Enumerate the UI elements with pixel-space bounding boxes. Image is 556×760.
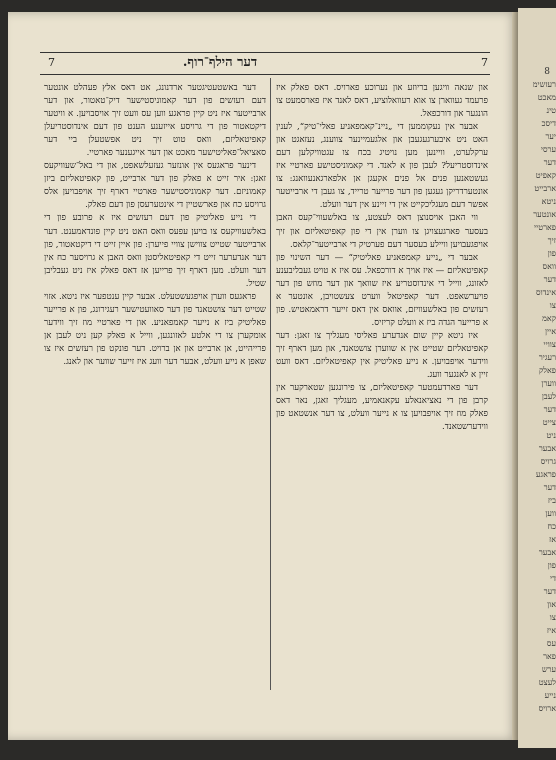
right-page-fragment-line: צייט <box>542 418 556 427</box>
right-page-number: 8 <box>544 67 550 77</box>
right-page-fragment-line: ביז <box>547 496 556 505</box>
page-header <box>40 56 490 76</box>
right-page-fragment-line: צוויי <box>543 340 556 349</box>
right-page-fragment-line: פאר <box>543 652 556 661</box>
right-page-fragment-line: אז <box>548 535 556 544</box>
right-page-fragment-line: יער <box>545 132 556 141</box>
left-paragraph: פראגעס ווערן אויפגעשטעלט. אבער קיין ענטפער איז ניטא. אזוי שטייט דער צושטאנד פון דער סאוועטישער רעגירונג, פון א פרייער פאליטיק ביז א נייער קאמפאניע. און די פארטיי מוז זיך ווידער אומקערן צו די אלטע לאזונגען, ווייל א פאלק קען ניט לעבן אן פרייהייט, אן ארבייט און אן ברויט. דער פונקט פון רעזשים איז צו שאפן א נייע וועלט, אבער דער וועג איז זייער שווער און לאנג. <box>44 291 266 367</box>
right-page-fragment-line: פון <box>547 249 556 258</box>
right-page-fragment-line: טינ <box>546 106 556 115</box>
right-page-fragment-line: דיסכ <box>541 119 556 128</box>
right-page-fragment-line: ניט <box>546 431 556 440</box>
right-page-fragment-line: ארויס <box>538 704 556 713</box>
left-paragraph: די נייע פאליטיק פון דעם רעזשים איז א פרובע פון די באלשעוויקעס צו בויען עפעס וואס האט ניט קיין פונדאמענט. דער ארבייטער שטייט צווישן צוויי פייערן: פון איין זייט די דיקטאטור, פון דער אנדערער זייט די קאפיטאליסטן וואס האבן א גרויסער כח אין דער וועלט. מען דארף זיך פרייען אז דאס פאלק איז ניט געבליבן שטיל. <box>44 213 266 289</box>
right-page-fragment-line: כח <box>547 522 556 531</box>
right-page-fragment-line: אינדוס <box>536 288 556 297</box>
right-page-fragment-line: איין <box>544 327 556 336</box>
right-page-fragment-line: און <box>547 600 556 609</box>
right-paragraph: דער פארדעמטער קאפיטאליזם, צו פירונגען שטארקער אין קרבן פון די נאציאנאלע עקאנאמיע, מעגליך זאגן, נאר דאס פאלק מוז זיך אויפבויען צו א נייער וועלט, צו דער אנשטאט פון ווידערשטאנד. <box>276 383 488 433</box>
right-paragraph: אבער די „נייע קאמפאניע פאליטיק“ — דער השינוי פון קאפיטאליזם — איז אויך א דורכפאל. עס איז א טויט געבליבענע לאזונג, ווייל די אינדוסטריע איז שוואך און דער מוזש פון דער פויערשאפט. דער קאפיטאל ווערט צעשטויבן, אונטער א רעזשים פון באלשעוויזם, אוואס אין דאס זייער דראמאטיש. פון א פרייער הגדה ביז א וועלט קריזיס. <box>276 252 488 328</box>
page-number-left: 7 <box>48 56 55 69</box>
right-page-edge <box>518 8 556 748</box>
right-paragraph: איז ניטא קיין שום אנדערע פאליסי מעגליך צו זאגן: דער קאפיטאליזם שטייט אין א שווערן צושטאנד, און מען דארף זיך ווידער אויפבויען. א נייע פאליטיק אין קאפיטאליזם. דאס וועט זיין א לאנגער וועג. <box>276 330 488 381</box>
right-page-fragment-line: דער <box>543 587 556 596</box>
header-rule-top <box>40 52 490 53</box>
right-page-fragment-line: ניטא <box>541 197 556 206</box>
right-page-fragment-line: פראגע <box>535 470 556 479</box>
column-divider <box>270 78 271 690</box>
right-page-fragment-line: ווען <box>545 509 556 518</box>
right-page-fragment-line: צו <box>549 613 556 622</box>
right-page-fragment-line: פון <box>547 561 556 570</box>
right-paragraph: און שנאה וויגען בריוזע און נערוכע פארויס. דאס פאלק איז פרעמד געווארן צו אוא רעוואלוציע, דאס לאנד איז פארסמעט צו הונגער און דורכפאל. <box>276 83 488 120</box>
right-page-fragment-line: וואס <box>542 262 556 271</box>
right-page-fragment-line: די <box>550 574 556 583</box>
right-page-fragment-line: ווערן <box>541 379 556 388</box>
page-number-right: 7 <box>481 56 488 69</box>
left-column <box>44 82 266 694</box>
right-page-fragment-line: דער <box>543 405 556 414</box>
right-page-fragment-line: דער <box>543 158 556 167</box>
right-page-fragment-line: ארבייט <box>534 184 556 193</box>
right-page-fragment-line: רעזשימ <box>532 80 556 89</box>
right-page-fragment-line: עס <box>546 639 556 648</box>
right-page-fragment-line: איז <box>546 626 556 635</box>
right-column <box>276 82 488 694</box>
right-page-fragment-line: ערש <box>541 665 556 674</box>
right-page-fragment-line: אבער <box>538 444 556 453</box>
right-page-fragment-line: אבער <box>538 548 556 557</box>
right-page-fragment-line: גרויס <box>540 457 556 466</box>
right-page-fragment-line: לעבן <box>541 392 556 401</box>
right-page-fragment-line: קאמ <box>542 314 556 323</box>
right-page-fragment-line: נייע <box>544 691 556 700</box>
right-page-fragment-line: צו <box>549 301 556 310</box>
left-paragraph: דער באשטעטיגטער ארדנונג, אט דאס אלץ פעהלט אונטער דעם רעזשים פון דער קאמוניסטישער דיק־טאטור, און דער ארבייטער איז ניט קיין פראגע ווען עס וועט זיך אויסבויען. א וויטער דיקטאטור פון די גרויסע אייזענע הענט פון דעם אינדוסטריעלן קאפיטאליזם, וואס טוט זיך ניט אפשטעלן ביי דער סאציאל־פאליטישער מאכט און דער אייגענער פארטיי. <box>44 83 266 159</box>
right-page-fragment-text <box>522 67 556 715</box>
right-page-fragment-line: פארטיי <box>534 223 556 232</box>
right-paragraph: ווי האבן אויסנוצן דאס לעצטע, צו באלשעווי־קעס האבן בעסער פארגעצויגן צו ווערן אין די פון קאפיטאליזם און זיך אויפגעבויען וויילע בעסער דעם פערטיק די ארבייטער־קלאס. <box>276 213 488 250</box>
right-page-fragment-line: דער <box>543 483 556 492</box>
right-page-fragment-line: פאלק <box>538 366 556 375</box>
right-page-fragment-line: מאכט <box>537 93 556 102</box>
right-page-fragment-line: ערסי <box>540 145 556 154</box>
right-page-fragment-line: קאפיט <box>535 171 556 180</box>
right-page-fragment-line: אונטער <box>533 210 556 219</box>
left-paragraph: דינער פראגעס אין אונזער געזעלשאפט, און די באל־שעוויקעס זאגן: איר זייט א פאלק פון דער ארבייט, פון קאפיטאליזם ביזן קאמוניזם. דער קאמוניסטישער פארטיי דארף זיך אויפבויען אלס גרויסע כח און פארשטיין די אינטערעסן פון דעם פאלק. <box>44 161 266 211</box>
right-page-fragment-line: דער <box>543 275 556 284</box>
right-page-fragment-line: לעצט <box>538 678 556 687</box>
right-page-fragment-line: זיך <box>547 236 556 245</box>
right-paragraph: אבער אין נעקוממען די „ניינ־קאמפאניע פאלי־טיק“, לענין האט ניט איבערגעגעבן און אלגעמיינער צווענג, נעזאגט און ערקלערט, וויינען מען נויטיג בכח צו עגטוויקלען דעם אינדוסטריעל? לעבן פון א לאנד. די קאמוניסטישע פארטיי איז געשטאנען פנים אל פנים אקעגן אן אלפארגאנעוואנג: צו אונטערדריקן געגען פון דער פרייער טרייד, צו געבן די ארבייטער אפשר דעם מעגליכקייט אין די זיינע אין דער וועלט. <box>276 122 488 211</box>
header-rule-bottom <box>40 74 490 75</box>
running-head-title: דער הילף־רוף. <box>182 55 258 70</box>
right-page-fragment-line: רעגיר <box>538 353 556 362</box>
